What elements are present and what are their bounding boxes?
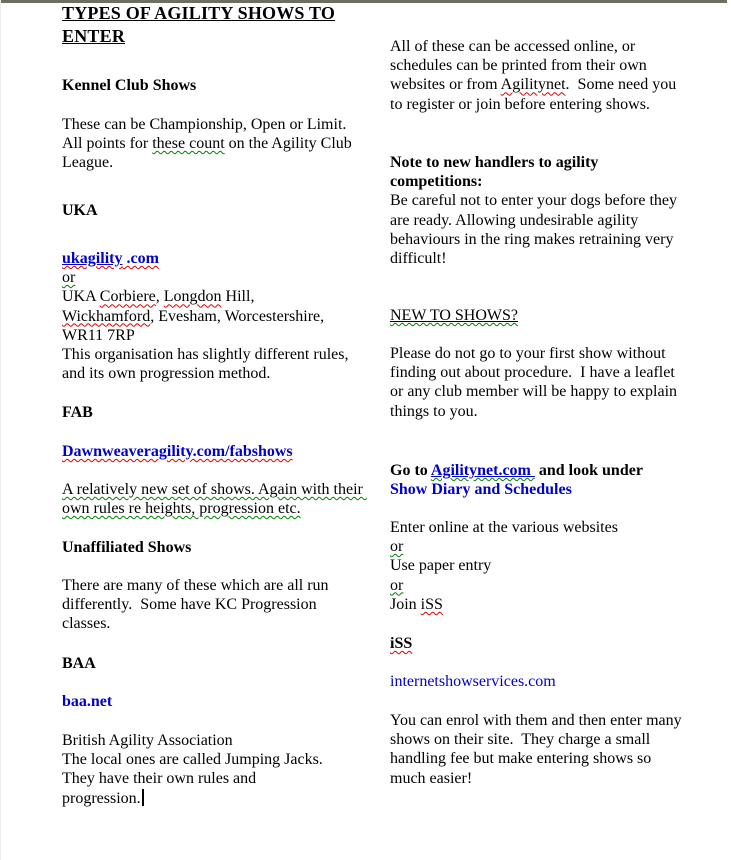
baa-paragraph: [62, 731, 364, 808]
text-run: Go to: [390, 462, 431, 479]
page-title-line2: ENTER: [62, 26, 126, 46]
text-run: Be careful not to enter your dogs before they are ready. Allowing undesirable agility behaviours in the ring makes retraining very difficult!: [390, 192, 682, 268]
agilitynet-link[interactable]: [431, 462, 535, 479]
fab-paragraph: [62, 480, 367, 518]
grammar-flagged-text: these count: [152, 135, 225, 153]
text-run: progression.: [62, 789, 141, 807]
show-diary-link[interactable]: Show Diary and Schedules: [390, 481, 572, 499]
new-to-shows-heading: [390, 306, 682, 325]
grammar-flagged-text: or: [62, 269, 76, 287]
grammar-flagged-text: A relatively new set of shows. Again with their own rules re heights, progression etc.: [62, 481, 367, 518]
goto-agilitynet-paragraph: [390, 461, 682, 499]
kennel-club-paragraph: [62, 115, 364, 173]
ukagility-link-suffix[interactable]: .com: [122, 250, 159, 267]
text-run: There are many of these which are all run differently. Some have KC Progression classes.: [62, 577, 333, 633]
internetshowservices-link[interactable]: internetshowservices.com: [390, 673, 556, 690]
text-run: Use paper entry: [390, 557, 492, 575]
ukagility-link-text[interactable]: ukagility: [62, 250, 123, 267]
access-online-paragraph: [390, 37, 682, 114]
text-run: Join: [390, 595, 421, 613]
uka-heading: UKA: [62, 202, 98, 219]
text-run: Please do not go to your first show without finding out about procedure. I have a leaflet or any club member will be happy to explain things to you.: [390, 345, 682, 420]
page-title-line1: TYPES OF AGILITY SHOWS TO: [62, 3, 336, 23]
uka-paragraph: [62, 249, 364, 383]
spelling-flagged-text: iSS: [390, 635, 413, 652]
kennel-club-heading: Kennel Club Shows: [62, 77, 197, 94]
first-show-paragraph: [390, 344, 682, 421]
text-run: These can be Championship, Open or Limit.: [62, 116, 347, 133]
baa-link[interactable]: baa.net: [62, 693, 113, 710]
grammar-flagged-text: or: [390, 576, 404, 594]
text-run: , Evesham, Worcestershire,: [150, 307, 325, 325]
grammar-flagged-text: NEW TO SHOWS?: [390, 307, 518, 324]
baa-link-paragraph: [62, 692, 364, 711]
spelling-flagged-text: Corbiere: [99, 288, 156, 306]
text-run: WR11 7RP: [62, 326, 135, 344]
text-run: The local ones are called Jumping Jacks.: [62, 751, 323, 769]
note-heading: Note to new handlers to agility competitions:: [390, 154, 603, 191]
page-title: [62, 2, 364, 48]
text-run: All points for: [62, 135, 153, 153]
text-run: and look under: [534, 462, 643, 479]
entry-options-paragraph: [390, 518, 682, 614]
spelling-flagged-text: Agilitynet: [500, 76, 566, 94]
dawnweaver-link[interactable]: Dawnweaveragility.com/fabshows: [62, 443, 293, 460]
agilitynet-link-text[interactable]: Agilitynet.com: [430, 462, 535, 479]
note-to-handlers-paragraph: [390, 153, 682, 268]
ukagility-link[interactable]: [62, 250, 159, 267]
text-cursor: [142, 789, 144, 806]
spelling-flagged-text: Wickhamford: [62, 307, 151, 325]
iss-heading: [390, 634, 682, 653]
unaffiliated-paragraph: [62, 576, 364, 634]
iss-link-paragraph: [390, 672, 682, 691]
unaffiliated-heading: Unaffiliated Shows: [62, 539, 192, 556]
window-left-border: [0, 0, 1, 860]
text-run: They have their own rules and: [62, 770, 257, 788]
text-run: on the Agility Club League.: [62, 135, 356, 172]
fab-heading: FAB: [62, 404, 93, 421]
text-run: UKA: [62, 288, 100, 306]
fab-link-paragraph: [62, 442, 364, 461]
spelling-flagged-text: Longdon: [163, 288, 222, 306]
baa-heading: BAA: [62, 655, 96, 672]
text-run: You can enrol with them and then enter many shows on their site. They charge a small handling fee but make entering shows so much easier!: [390, 712, 686, 787]
text-run: This organisation has slightly different rules, and its own progression method.: [62, 346, 353, 383]
text-run: . Some need you to register or join before entering shows.: [390, 76, 681, 113]
spelling-flagged-text: iSS: [420, 595, 443, 613]
text-run: ,: [155, 288, 164, 306]
text-run: British Agility Association: [62, 732, 233, 749]
text-run: Enter online at the various websites: [390, 519, 618, 536]
text-run: Hill,: [221, 288, 255, 306]
enrol-paragraph: [390, 711, 686, 788]
text-run: All of these can be accessed online, or schedules can be printed from their own websites or from: [390, 38, 651, 94]
grammar-flagged-text: or: [390, 538, 404, 556]
